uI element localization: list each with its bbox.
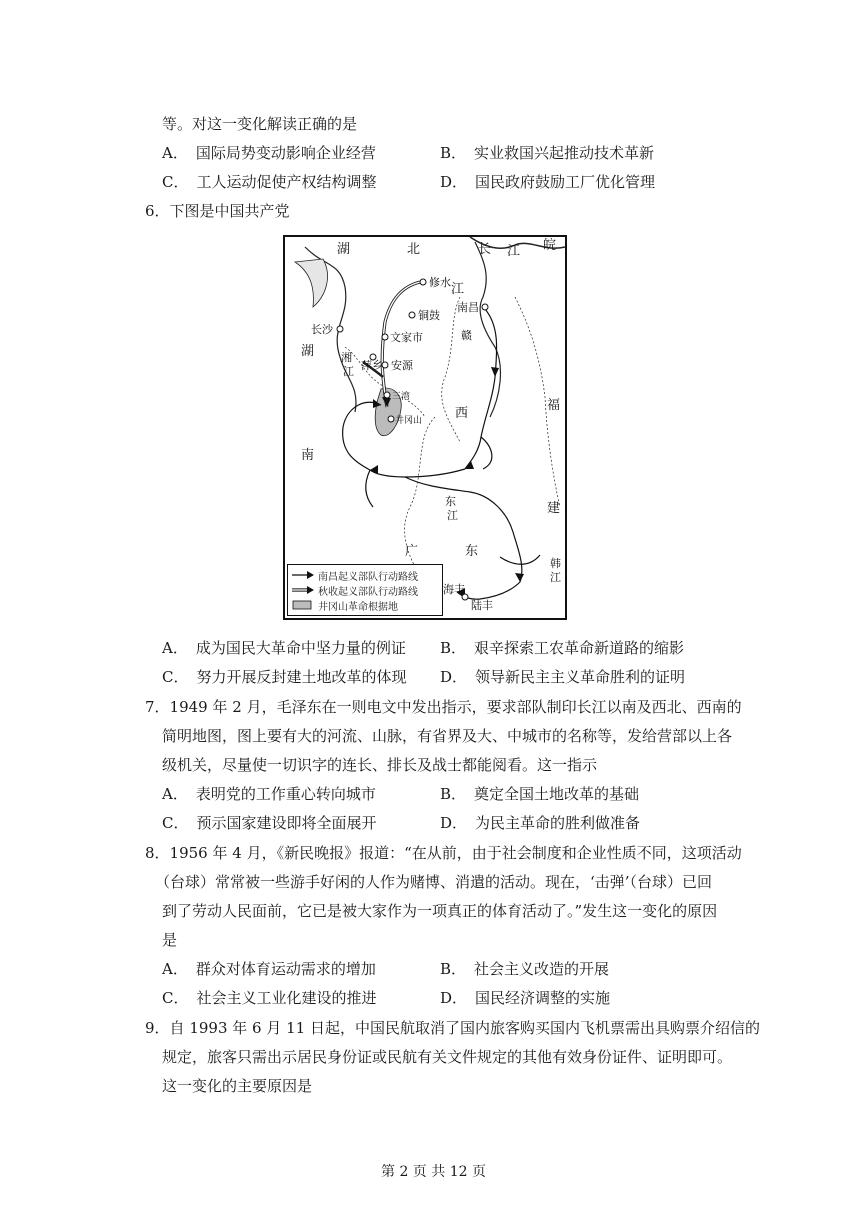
city-dot-jinggangshan (388, 416, 394, 422)
label-jiang-2: 江 (451, 282, 465, 297)
label-dong: 东 (465, 544, 479, 559)
q7-line-2: 简明地图，图上要有大的河流、山脉，有省界及大、中城市的名称等，发给营部以上各 (162, 727, 733, 745)
label-guang: 广 (405, 544, 419, 559)
label-tonggu: 铜鼓 (418, 309, 440, 322)
q8-option-c[interactable]: C． 社会主义工业化建设的推进 (162, 989, 377, 1007)
q5-option-d[interactable]: D． 国民政府鼓励工厂优化管理 (440, 173, 656, 191)
q7-line-1: 7．1949 年 2 月，毛泽东在一则电文中发出指示，要求部队制印长江以南及西北、西南的 (145, 698, 742, 716)
q5-continuation: 等。对这一变化解读正确的是 (162, 115, 358, 133)
q7-option-d[interactable]: D． 为民主革命的胜利做准备 (440, 814, 641, 832)
q6-map (283, 235, 567, 620)
label-gan: 赣 (461, 329, 472, 342)
nanchang-route-3 (370, 469, 465, 477)
q8-number: 8． (145, 844, 170, 862)
q7-option-a[interactable]: A． 表明党的工作重心转向城市 (162, 785, 376, 803)
label-hu-2: 湖 (301, 344, 315, 359)
q6-stem: 6．下图是中国共产党 (145, 202, 290, 220)
legend-arrow-icon (292, 570, 314, 580)
q7-line-3: 级机关，尽量使一切识字的连长、排长及战士都能阅看。这一指示 (162, 756, 598, 774)
label-han: 韩 (550, 557, 561, 570)
q8-option-a[interactable]: A． 群众对体育运动需求的增加 (162, 960, 376, 978)
label-pingxiang: 萍乡 (361, 359, 383, 372)
label-bei: 北 (407, 242, 421, 257)
label-xi: 西 (455, 406, 469, 421)
q9-line-1: 9．自 1993 年 6 月 11 日起，中国民航取消了国内旅客购买国内飞机票需出具购票介绍信的 (145, 1019, 760, 1037)
arrowhead (491, 367, 499, 377)
label-jinggangshan: 井冈山 (395, 416, 423, 426)
label-wan: 皖 (543, 238, 557, 253)
label-sanwan: 三湾 (392, 392, 411, 402)
page-footer: 第 2 页 共 12 页 (381, 1164, 486, 1180)
q6-option-d[interactable]: D． 领导新民主主义革命胜利的证明 (440, 668, 686, 686)
city-dot-nanchang (482, 304, 488, 310)
q6-number: 6． (145, 202, 170, 220)
label-chang: 长 (478, 242, 492, 257)
label-hu-1: 湖 (337, 242, 351, 257)
label-anyuan: 安源 (391, 359, 413, 372)
map-drawing (285, 237, 565, 618)
legend-shaded-box-icon (292, 600, 314, 610)
q5-option-b[interactable]: B． 实业救国兴起推动技术革新 (440, 144, 655, 162)
label-nanchang: 南昌 (457, 301, 479, 314)
label-nan: 南 (301, 448, 315, 463)
label-haifeng: 海丰 (443, 583, 465, 596)
city-dot-tonggu (409, 312, 415, 318)
q7-number: 7． (145, 698, 170, 716)
q8-line-3: 到了劳动人民面前，它已是被大家作为一项真正的体育活动了。”发生这一变化的原因 (162, 902, 718, 920)
q6-option-b[interactable]: B． 艰辛探索工农革命新道路的缩影 (440, 639, 685, 657)
q7-option-c[interactable]: C． 预示国家建设即将全面展开 (162, 814, 377, 832)
label-jiang-1: 江 (507, 244, 521, 259)
q8-line-4: 是 (162, 931, 178, 949)
label-dong-river: 东 (445, 495, 456, 508)
legend-double-line-icon (292, 585, 314, 595)
label-jiang-3: 江 (343, 365, 354, 378)
label-jian: 建 (547, 501, 561, 516)
q6-option-a[interactable]: A． 成为国民大革命中坚力量的例证 (162, 639, 406, 657)
label-xiushui: 修水 (429, 276, 451, 289)
q9-number: 9． (145, 1019, 170, 1037)
map-legend: 南昌起义部队行动路线 秋收起义部队行动路线 井冈山革命根据地 (287, 564, 443, 616)
q6-option-c[interactable]: C． 努力开展反封建土地改革的体现 (162, 668, 407, 686)
city-dot-sanwan (384, 392, 390, 398)
q8-line-2: （台球）常常被一些游手好闲的人作为赌博、消遣的活动。现在，‘击弹’（台球）已回 (155, 873, 713, 891)
arrowhead (515, 573, 524, 582)
q5-option-c[interactable]: C． 工人运动促使产权结构调整 (162, 173, 377, 191)
label-jiang-4: 江 (447, 509, 458, 522)
label-fu: 福 (547, 398, 561, 413)
lake-dongting (295, 259, 328, 307)
city-dot-wenjiashi (382, 334, 388, 340)
label-changsha: 长沙 (311, 323, 333, 336)
city-dot-changsha (337, 326, 343, 332)
nanchang-route-2 (481, 437, 492, 469)
q8-line-1: 8．1956 年 4 月，《新民晚报》报道：“在从前，由于社会制度和企业性质不同，这项活动 (145, 844, 742, 862)
q9-line-3: 这一变化的主要原因是 (162, 1077, 313, 1095)
label-xiang: 湘 (341, 351, 352, 364)
q5-option-a[interactable]: A． 国际局势变动影响企业经营 (162, 144, 376, 162)
label-lufeng: 陆丰 (471, 599, 493, 612)
nanchang-route-5 (366, 470, 373, 507)
q7-option-b[interactable]: B． 奠定全国土地改革的基础 (440, 785, 640, 803)
label-jiang-5: 江 (550, 571, 561, 584)
city-dot-xiushui (420, 279, 426, 285)
q9-line-2: 规定，旅客只需出示居民身份证或民航有关文件规定的其他有效身份证件、证明即可。 (162, 1048, 733, 1066)
river-gan (475, 242, 500, 417)
q8-option-b[interactable]: B． 社会主义改造的开展 (440, 960, 610, 978)
q8-option-d[interactable]: D． 国民经济调整的实施 (440, 989, 611, 1007)
label-wenjiashi: 文家市 (390, 331, 423, 344)
